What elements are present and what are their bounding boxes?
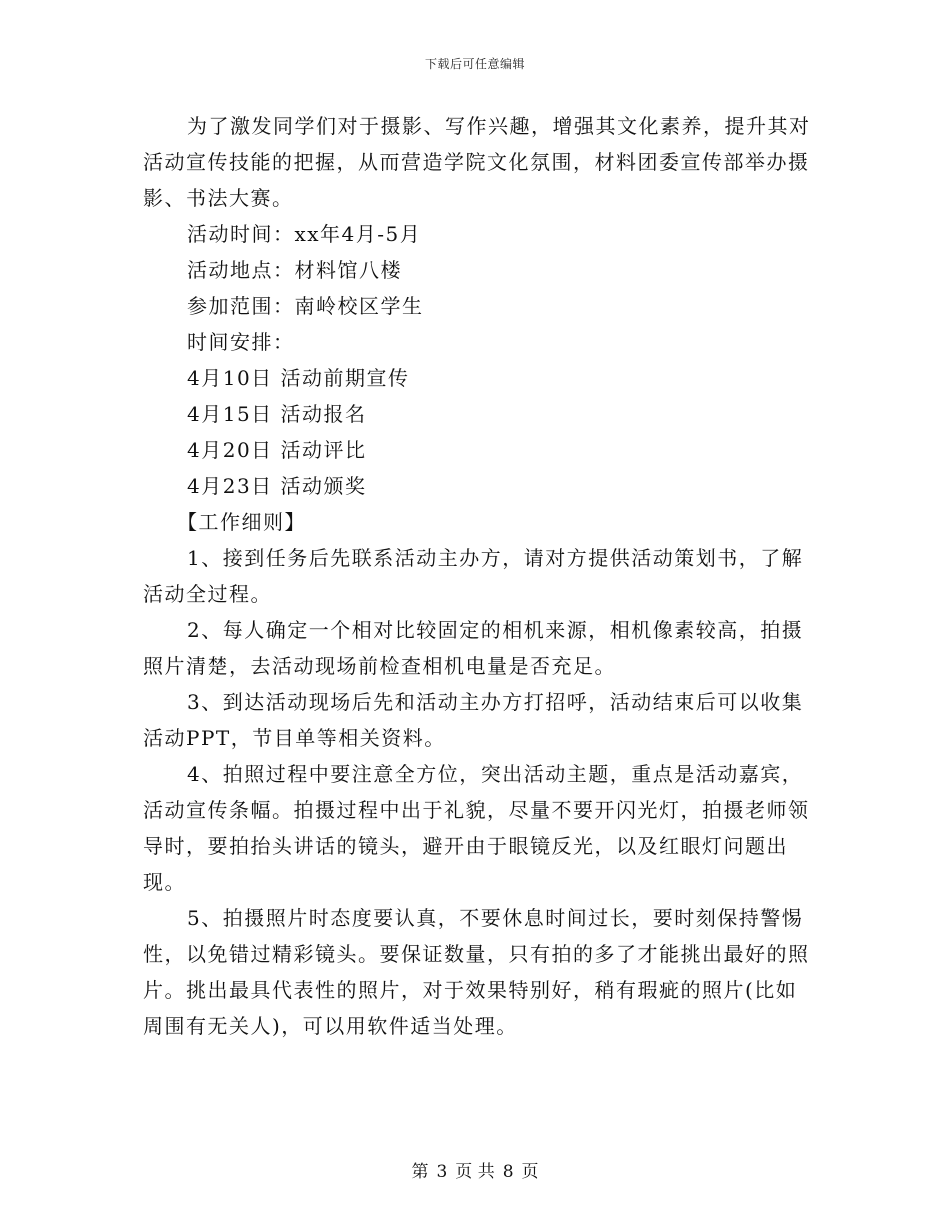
info-time: 活动时间：xx年4月-5月 — [187, 222, 422, 246]
page-header: 下载后可任意编辑 — [424, 57, 525, 71]
rules-list — [143, 540, 813, 1044]
schedule-item: 4月20日 活动评比 — [187, 438, 367, 462]
document-body — [143, 108, 813, 1044]
footer-middle: 页 共 — [455, 1162, 495, 1182]
schedule-item: 4月15日 活动报名 — [187, 402, 367, 426]
rule-item: 4、拍照过程中要注意全方位，突出活动主题，重点是活动嘉宾，活动宣传条幅。拍摄过程中出于礼貌，尽量不要开闪光灯，拍摄老师领导时，要拍抬头讲话的镜头，避开由于眼镜反光，以及红眼灯问题出现。 — [143, 762, 810, 894]
activity-info — [143, 216, 813, 360]
schedule-item: 4月23日 活动颁奖 — [187, 474, 367, 498]
info-schedule-heading: 时间安排： — [187, 330, 295, 354]
intro-paragraph: 为了激发同学们对于摄影、写作兴趣，增强其文化素养，提升其对活动宣传技能的把握，从而营造学院文化氛围，材料团委宣传部举办摄影、书法大赛。 — [143, 114, 811, 210]
rule-item: 5、拍摄照片时态度要认真，不要休息时间过长，要时刻保持警惕性，以免错过精彩镜头。要保证数量，只有拍的多了才能挑出最好的照片。挑出最具代表性的照片，对于效果特别好，稍有瑕疵的照片(比如周围有无关人)，可以用软件适当处理。 — [143, 906, 810, 1038]
rule-item: 3、到达活动现场后先和活动主办方打招呼，活动结束后可以收集活动PPT，节目单等相关资料。 — [143, 690, 804, 750]
page-footer — [0, 1157, 950, 1182]
rule-item: 1、接到任务后先联系活动主办方，请对方提供活动策划书，了解活动全过程。 — [143, 546, 804, 606]
info-participants: 参加范围：南岭校区学生 — [187, 294, 424, 318]
total-pages-number: 8 — [502, 1162, 514, 1182]
footer-prefix: 第 — [411, 1162, 429, 1182]
schedule-list — [143, 360, 813, 504]
rule-item: 2、每人确定一个相对比较固定的相机来源，相机像素较高，拍摄照片清楚，去活动现场前检查相机电量是否充足。 — [143, 618, 804, 678]
current-page-number: 3 — [436, 1162, 448, 1182]
footer-suffix: 页 — [521, 1162, 539, 1182]
schedule-item: 4月10日 活动前期宣传 — [187, 366, 410, 390]
info-location: 活动地点：材料馆八楼 — [187, 258, 402, 282]
section-title: 【工作细则】 — [177, 510, 306, 534]
